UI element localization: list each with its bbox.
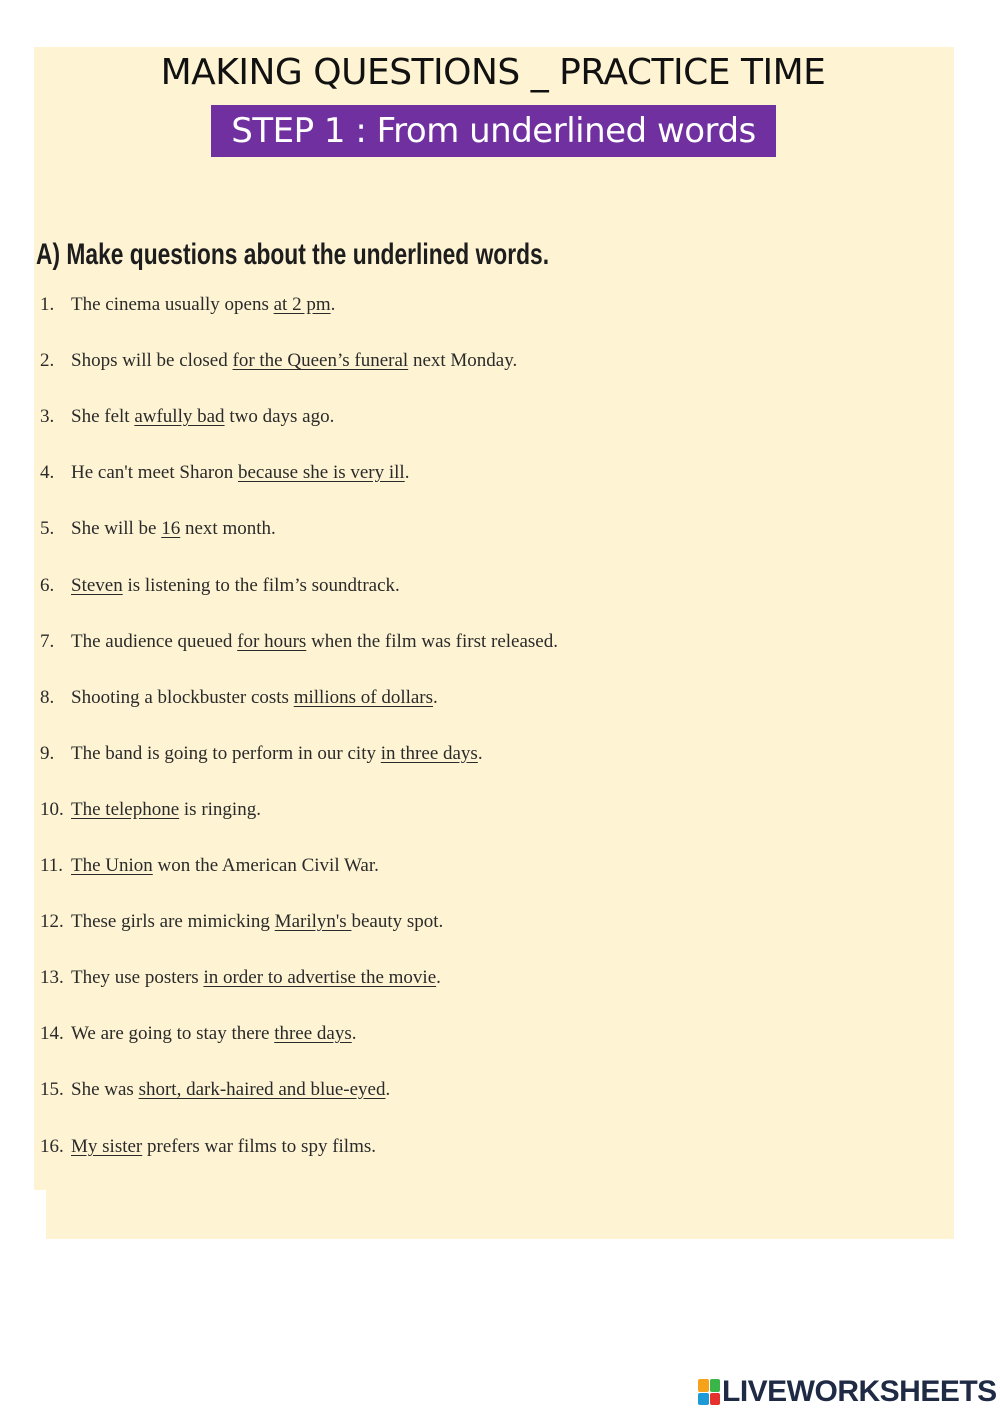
sentence-text: These girls are mimicking (71, 911, 275, 932)
sentence-text: next Monday. (408, 350, 518, 371)
sentence-text: . (477, 743, 483, 764)
sentence-text: She was (71, 1079, 139, 1100)
sentence-text: They use posters (71, 967, 204, 988)
underlined-words: awfully bad (134, 406, 225, 427)
list-item (40, 687, 438, 709)
instruction-heading: A) Make questions about the underlined words. (36, 238, 550, 271)
underlined-words: in order to advertise the movie (203, 967, 437, 988)
underlined-words: Marilyn's (274, 911, 352, 932)
sentence-text: two days ago. (224, 406, 335, 427)
item-number: 14. (40, 1023, 64, 1044)
list-item (40, 406, 334, 428)
underlined-words: three days (274, 1023, 352, 1044)
underlined-words: millions of dollars (293, 687, 434, 708)
logo-text: LIVEWORKSHEETS (722, 1375, 997, 1408)
sentence-text: . (385, 1079, 391, 1100)
underlined-words: in three days (380, 743, 478, 764)
sentence-text: beauty spot. (351, 911, 444, 932)
sentence-text: is ringing. (179, 799, 261, 820)
item-number: 7. (40, 631, 55, 652)
underlined-words: because she is very ill (237, 462, 405, 483)
item-number: 1. (40, 294, 55, 315)
list-item (40, 967, 441, 989)
sentence-text: is listening to the film’s soundtrack. (122, 575, 400, 596)
list-item (40, 518, 276, 540)
sentence-text: won the American Civil War. (152, 855, 379, 876)
underlined-words: The telephone (71, 799, 180, 820)
sentence-text: The cinema usually opens (71, 294, 274, 315)
sentence-text: . (330, 294, 336, 315)
liveworksheets-logo (698, 1377, 997, 1407)
underlined-words: My sister (71, 1136, 143, 1157)
underlined-words: 16 (161, 518, 181, 539)
list-item (40, 911, 443, 933)
item-number: 10. (40, 799, 64, 820)
sentence-text: The audience queued (71, 631, 238, 652)
sentence-text: . (351, 1023, 357, 1044)
sentence-text: Shooting a blockbuster costs (71, 687, 294, 708)
underlined-words: for the Queen’s funeral (232, 350, 409, 371)
sentence-text: Shops will be closed (71, 350, 233, 371)
item-number: 15. (40, 1079, 64, 1100)
list-item (40, 799, 261, 821)
sentence-text: He can't meet Sharon (71, 462, 238, 483)
list-item (40, 1079, 390, 1101)
step-banner: STEP 1 : From underlined words (211, 105, 776, 157)
list-item (40, 575, 400, 597)
item-number: 11. (40, 855, 64, 876)
sentence-text: next month. (180, 518, 276, 539)
underlined-words: The Union (71, 855, 153, 876)
item-number: 6. (40, 575, 55, 596)
worksheet-background (34, 47, 954, 1190)
item-number: 9. (40, 743, 55, 764)
list-item (40, 631, 558, 653)
sentence-text: prefers war films to spy films. (142, 1136, 377, 1157)
list-item (40, 350, 517, 372)
item-number: 5. (40, 518, 55, 539)
item-number: 12. (40, 911, 64, 932)
list-item (40, 1023, 357, 1045)
item-number: 13. (40, 967, 64, 988)
underlined-words: short, dark-haired and blue-eyed (138, 1079, 386, 1100)
underlined-words: at 2 pm (273, 294, 331, 315)
sentence-text: when the film was first released. (306, 631, 558, 652)
worksheet-background-bottom (46, 1190, 954, 1239)
list-item (40, 1136, 376, 1158)
item-number: 2. (40, 350, 55, 371)
item-number: 4. (40, 462, 55, 483)
sentence-text: . (404, 462, 410, 483)
sentence-text: . (436, 967, 441, 988)
item-number: 3. (40, 406, 55, 427)
list-item (40, 462, 409, 484)
underlined-words: Steven (71, 575, 123, 596)
sentence-text: . (433, 687, 438, 708)
sentence-text: The band is going to perform in our city (71, 743, 381, 764)
sentence-text: We are going to stay there (71, 1023, 275, 1044)
sentence-text: She felt (71, 406, 135, 427)
list-item (40, 294, 335, 316)
item-number: 16. (40, 1136, 64, 1157)
list-item (40, 743, 483, 765)
list-item (40, 855, 379, 877)
underlined-words: for hours (237, 631, 307, 652)
page-title: MAKING QUESTIONS _ PRACTICE TIME (160, 52, 826, 93)
sentence-text: She will be (71, 518, 162, 539)
liveworksheets-mark-icon (698, 1379, 720, 1405)
item-number: 8. (40, 687, 55, 708)
